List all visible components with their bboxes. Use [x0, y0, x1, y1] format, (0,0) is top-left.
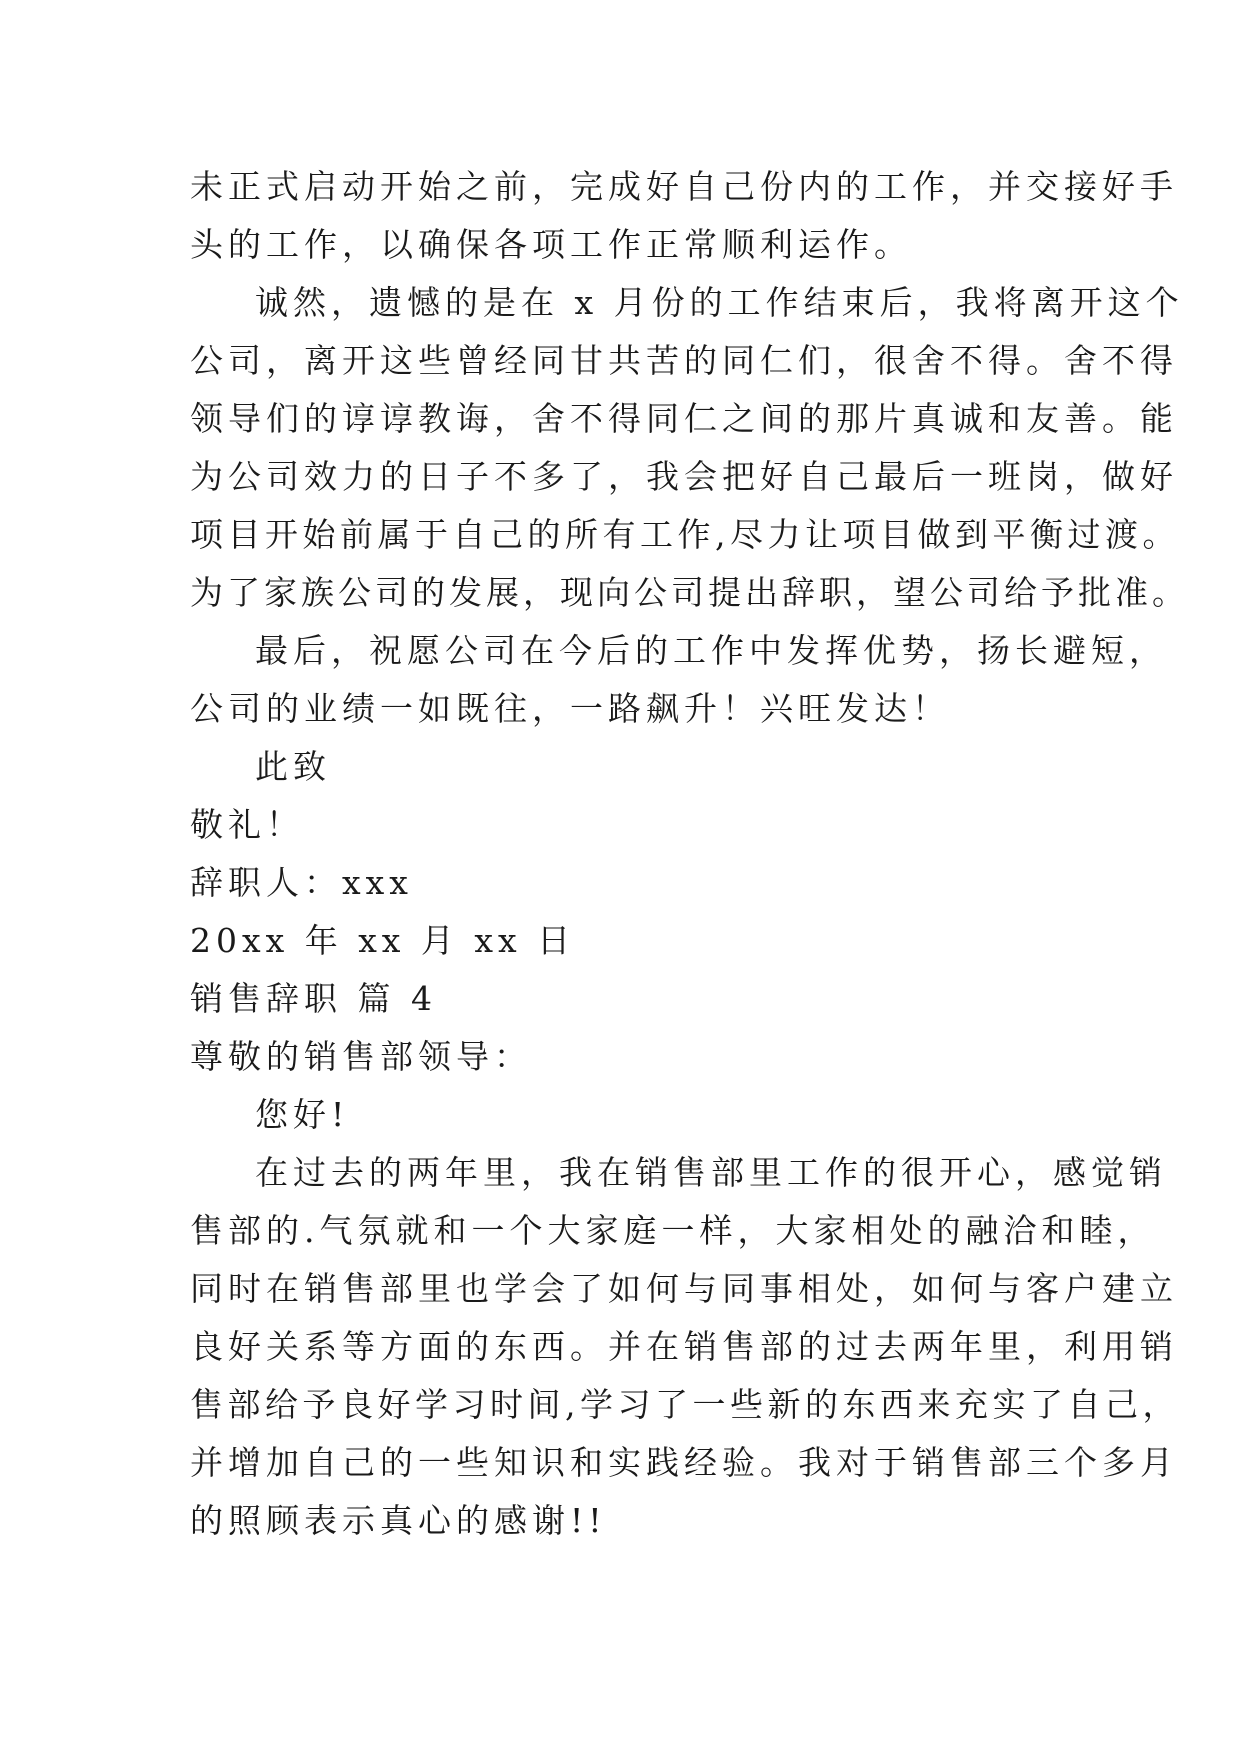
text-line: 良好关系等方面的东西。并在销售部的过去两年里，利用销	[190, 1327, 1178, 1366]
greeting: 您好!	[255, 1095, 350, 1134]
section-heading: 销售辞职 篇 4	[190, 979, 437, 1018]
text-line: 头的工作，以确保各项工作正常顺利运作。	[190, 225, 912, 264]
text-line: 领导们的谆谆教诲，舍不得同仁之间的那片真诚和友善。能	[190, 399, 1178, 438]
text-line: 同时在销售部里也学会了如何与同事相处，如何与客户建立	[190, 1269, 1178, 1308]
text-line: 售部的.气氛就和一个大家庭一样，大家相处的融洽和睦，	[190, 1211, 1156, 1250]
text-line: 并增加自己的一些知识和实践经验。我对于销售部三个多月	[190, 1443, 1178, 1482]
text-line: 未正式启动开始之前，完成好自己份内的工作，并交接好手	[190, 167, 1178, 206]
text-line: 为公司效力的日子不多了，我会把好自己最后一班岗，做好	[190, 457, 1178, 496]
text-line: 诚然，遗憾的是在 x 月份的工作结束后，我将离开这个	[255, 283, 1184, 322]
text-line: 为了家族公司的发展，现向公司提出辞职，望公司给予批准。	[190, 573, 1189, 612]
date-line: 20xx 年 xx 月 xx 日	[190, 921, 576, 960]
signature-line: 辞职人：xxx	[190, 863, 413, 902]
text-line: 项目开始前属于自己的所有工作,尽力让项目做到平衡过渡。	[190, 515, 1180, 554]
text-line: 公司，离开这些曾经同甘共苦的同仁们，很舍不得。舍不得	[190, 341, 1178, 380]
greeting-recipient: 尊敬的销售部领导：	[190, 1037, 532, 1076]
text-line: 售部给予良好学习时间,学习了一些新的东西来充实了自己，	[190, 1385, 1180, 1424]
text-line: 的照顾表示真心的感谢!!	[190, 1501, 607, 1540]
text-line: 最后，祝愿公司在今后的工作中发挥优势，扬长避短，	[255, 631, 1167, 670]
closing-regards: 敬礼！	[190, 805, 304, 844]
closing-salutation: 此致	[255, 747, 331, 786]
text-line: 在过去的两年里，我在销售部里工作的很开心，感觉销	[255, 1153, 1167, 1192]
text-line: 公司的业绩一如既往，一路飙升！兴旺发达！	[190, 689, 950, 728]
